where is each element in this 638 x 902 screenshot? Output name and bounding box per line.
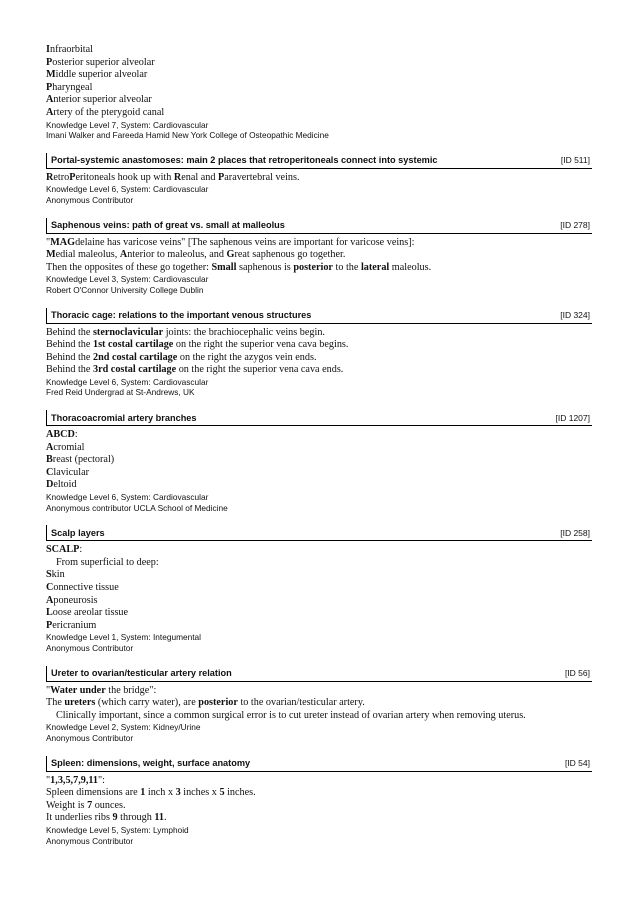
text-line (46, 569, 592, 582)
text-segment: From superficial to deep: (56, 556, 159, 568)
bold-text: 3 (175, 787, 181, 799)
knowledge-level: Knowledge Level 2, System: Kidney/Urine (46, 722, 201, 733)
text-segment: Behind the (46, 326, 93, 338)
text-line (46, 94, 592, 107)
text-line (46, 710, 592, 723)
text-line (46, 467, 592, 480)
bold-text: 9 (112, 812, 118, 824)
text-segment: rtery of the pterygoid canal (53, 106, 165, 118)
knowledge-level: Knowledge Level 6, System: Cardiovascular (46, 184, 209, 195)
text-line (46, 44, 592, 57)
contributor: Imani Walker and Fareeda Hamid New York College of Osteopathic Medicine (46, 130, 329, 141)
knowledge-level: Knowledge Level 5, System: Lymphoid (46, 824, 189, 835)
bold-text: P (218, 171, 225, 183)
text-segment: ": (98, 774, 105, 786)
bold-text: A (46, 594, 54, 606)
entry (46, 218, 592, 296)
bold-text: 11 (154, 812, 165, 824)
entry-title: Thoracic cage: relations to the important venous structures (51, 310, 312, 320)
text-segment: edial maleolus, (55, 249, 120, 261)
entry-id: [ID 1207] (555, 412, 590, 423)
bold-text: S (46, 569, 52, 581)
bold-text: C (46, 466, 54, 478)
bold-text: P (46, 81, 53, 93)
text-line (46, 582, 592, 595)
text-line (46, 249, 592, 262)
text-segment: reat saphenous go together. (234, 249, 346, 261)
bold-text: 3rd costal cartilage (92, 364, 177, 376)
bold-text: 7 (87, 799, 93, 811)
bold-text: M (46, 249, 56, 261)
bold-text: SCALP (46, 544, 80, 556)
text-line (46, 237, 592, 250)
entry-header (46, 218, 592, 234)
text-line (46, 57, 592, 70)
text-segment: poneurosis (53, 594, 98, 606)
text-segment: " (46, 236, 51, 248)
text-segment: haryngeal (52, 81, 93, 93)
contributor: Robert O'Connor University College Dublin (46, 284, 204, 295)
entry-title: Portal-systemic anastomoses: main 2 places that retroperitoneals connect into systemic (51, 155, 438, 166)
text-line (46, 172, 592, 185)
text-segment: eltoid (53, 479, 77, 491)
knowledge-level: Knowledge Level 6, System: Cardiovascular (46, 376, 209, 387)
text-segment: inch x (145, 787, 176, 799)
text-segment: nterior superior alveolar (53, 94, 152, 106)
entry-id: [ID 278] (560, 220, 590, 231)
knowledge-level: Knowledge Level 6, System: Cardiovascular (46, 492, 209, 503)
text-segment: on the right the superior vena cava ends. (176, 364, 344, 376)
text-segment: on the right the azygos vein ends. (177, 351, 317, 363)
text-segment: " (46, 684, 51, 696)
contributor: Fred Reid Undergrad at St-Andrews, UK (46, 387, 195, 398)
bold-text: I (46, 44, 50, 55)
text-segment: lavicular (53, 466, 89, 478)
text-segment: to the (332, 261, 361, 273)
text-segment: maleolus. (389, 261, 432, 273)
contributor: Anonymous Contributor (46, 642, 134, 653)
text-line (46, 442, 592, 455)
text-segment: Behind the (46, 351, 93, 363)
bold-text: posterior (198, 697, 238, 709)
document-page (46, 44, 592, 846)
text-line (46, 262, 592, 275)
entry-header (46, 666, 592, 682)
text-segment: aravertebral veins. (224, 171, 300, 183)
text-segment: Weight is (46, 799, 88, 811)
text-segment: It underlies ribs (46, 812, 113, 824)
text-segment: to the ovarian/testicular artery. (237, 697, 365, 709)
text-segment: nterior to maleolus, and (127, 249, 227, 261)
contributor: Anonymous Contributor (46, 194, 134, 205)
text-segment: etro (53, 171, 70, 183)
text-line (46, 364, 592, 377)
bold-text: Small (211, 261, 237, 273)
entry-id: [ID 54] (564, 758, 590, 769)
text-line (46, 429, 592, 442)
entry-header (46, 308, 592, 324)
contributor: Anonymous contributor UCLA School of Medicine (46, 502, 228, 513)
knowledge-level: Knowledge Level 1, System: Integumental (46, 632, 201, 643)
text-segment: the bridge": (105, 684, 157, 696)
text-line (46, 327, 592, 340)
text-line (46, 595, 592, 608)
bold-text: C (46, 582, 54, 593)
text-segment: reast (pectoral) (52, 454, 115, 466)
entry-title: Ureter to ovarian/testicular artery relation (51, 668, 232, 679)
contributor: Anonymous Contributor (46, 732, 134, 743)
bold-text: B (46, 454, 53, 466)
entry (46, 666, 592, 744)
entry-header (46, 153, 592, 169)
entry-id: [ID 258] (560, 527, 590, 538)
bold-text: A (119, 249, 128, 261)
text-line (46, 107, 592, 120)
text-line (46, 620, 592, 633)
text-segment: delaine has varicose veins" [The saphenous veins are important for varicose veins]: (75, 236, 415, 248)
text-segment: " (46, 774, 51, 786)
text-segment: (which carry water), are (95, 697, 199, 709)
entry-id: [ID 324] (560, 310, 590, 320)
text-segment: Spleen dimensions are (46, 787, 141, 799)
bold-text: P (69, 171, 76, 183)
bold-text: 1 (140, 787, 146, 799)
text-segment: Clinically important, since a common surgical error is to cut ureter instead of ovarian artery when removing uterus. (56, 709, 526, 721)
text-line (46, 775, 592, 788)
bold-text: 2nd costal cartilage (92, 351, 178, 363)
text-segment: : (74, 429, 78, 441)
text-segment: inches. (224, 787, 256, 799)
text-segment: nfraorbital (49, 44, 93, 55)
bold-text: R (173, 171, 182, 183)
text-segment: joints: the brachiocephalic veins begin. (163, 326, 325, 338)
bold-text: A (46, 441, 54, 453)
bold-text: posterior (293, 261, 333, 273)
text-segment: Behind the (46, 339, 93, 351)
text-line (46, 812, 592, 825)
bold-text: R (46, 171, 54, 183)
text-line (46, 479, 592, 492)
bold-text: lateral (360, 261, 390, 273)
text-line (46, 787, 592, 800)
bold-text: sternoclavicular (92, 326, 164, 338)
text-segment: oose areolar tissue (52, 607, 129, 619)
intro-entry (46, 44, 592, 141)
bold-text: ABCD (46, 429, 75, 441)
text-line (46, 697, 592, 710)
text-line (46, 339, 592, 352)
entry-title: Scalp layers (51, 527, 105, 538)
bold-text: Water under (50, 684, 106, 696)
knowledge-level: Knowledge Level 3, System: Cardiovascular (46, 274, 209, 285)
entry (46, 525, 592, 653)
text-segment: . (164, 812, 167, 824)
entry-title: Spleen: dimensions, weight, surface anatomy (51, 758, 251, 769)
entry-header (46, 756, 592, 772)
text-segment: enal and (181, 171, 219, 183)
bold-text: A (46, 94, 54, 106)
text-segment: kin (51, 569, 65, 581)
text-line (46, 685, 592, 698)
text-segment: inches x (180, 787, 220, 799)
bold-text: G (226, 249, 235, 261)
bold-text: L (46, 607, 53, 619)
entry (46, 756, 592, 847)
bold-text: ureters (64, 697, 96, 709)
knowledge-level: Knowledge Level 7, System: Cardiovascular (46, 119, 209, 130)
text-segment: The (46, 697, 65, 709)
text-line (46, 454, 592, 467)
text-segment: saphenous is (236, 261, 294, 273)
text-segment: cromial (53, 441, 85, 453)
text-line (46, 69, 592, 82)
text-line (46, 800, 592, 813)
text-segment: through (117, 812, 155, 824)
text-line (46, 607, 592, 620)
bold-text: M (46, 69, 56, 81)
contributor: Anonymous Contributor (46, 835, 134, 846)
entry-title: Saphenous veins: path of great vs. small at malleolus (51, 220, 285, 231)
text-segment: : (79, 544, 83, 556)
text-line (46, 82, 592, 95)
text-segment: onnective tissue (53, 582, 119, 593)
text-segment: osterior superior alveolar (52, 56, 155, 68)
text-segment: Then the opposites of these go together: (46, 261, 212, 273)
entries-list (46, 153, 592, 846)
bold-text: P (46, 56, 53, 68)
text-line (46, 352, 592, 365)
bold-text: 1st costal cartilage (92, 339, 174, 351)
bold-text: P (46, 619, 53, 631)
text-line (46, 544, 592, 557)
bold-text: D (46, 479, 54, 491)
entry-title: Thoracoacromial artery branches (51, 412, 197, 423)
entry (46, 153, 592, 206)
entry-header (46, 525, 592, 541)
bold-text: A (46, 106, 54, 118)
text-line (46, 557, 592, 570)
entry-header (46, 410, 592, 426)
entry-id: [ID 511] (560, 155, 590, 166)
text-segment: Behind the (46, 364, 93, 376)
text-segment: eritoneals hook up with (75, 171, 174, 183)
text-segment: ericranium (52, 619, 97, 631)
entry (46, 308, 592, 399)
text-segment: iddle superior alveolar (55, 69, 148, 81)
bold-text: 5 (219, 787, 225, 799)
bold-text: MAG (50, 236, 76, 248)
text-segment: on the right the superior vena cava begins. (173, 339, 349, 351)
entry-id: [ID 56] (564, 668, 590, 679)
entry (46, 410, 592, 513)
text-segment: ounces. (92, 799, 126, 811)
bold-text: 1,3,5,7,9,11 (50, 774, 98, 786)
